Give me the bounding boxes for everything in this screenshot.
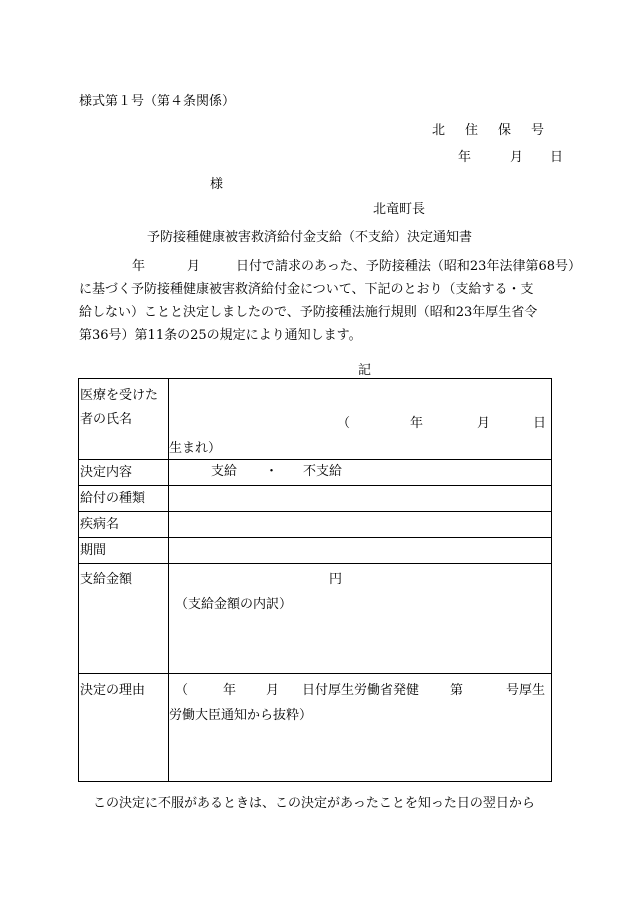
- issue-number-line: [432, 123, 544, 139]
- appeal-note: この決定に不服があるときは、この決定があったことを知った日の翌日から: [93, 796, 535, 811]
- name-value-cell[interactable]: [169, 379, 552, 460]
- reason-line2: 労働大臣通知から抜粋）: [169, 708, 313, 723]
- amount-unit: 円: [329, 572, 343, 587]
- name-label-cell: [79, 379, 169, 460]
- body-text: [79, 255, 581, 347]
- birth-year: 年: [410, 416, 424, 431]
- period-value-cell[interactable]: [169, 538, 552, 564]
- birth-open-paren: （: [337, 416, 351, 431]
- birth-day: 日: [533, 416, 547, 431]
- body-line1-rest: 日付で請求のあった、予防接種法（昭和23年法律第68号）: [236, 259, 581, 274]
- decision-separator: ・: [265, 464, 279, 479]
- amount-label: [79, 564, 169, 674]
- issue-number-char: 北: [432, 123, 446, 138]
- reason-label-text: 決定の理由: [80, 683, 146, 698]
- reason-month: 月: [266, 683, 280, 698]
- decision-label: 決定内容: [79, 460, 169, 486]
- decision-table: [78, 378, 552, 782]
- date-month: 月: [510, 150, 524, 165]
- disease-value-cell[interactable]: [169, 512, 552, 538]
- table-row: [79, 538, 552, 564]
- table-row: [79, 460, 552, 486]
- benefit-type-label: 給付の種類: [79, 486, 169, 512]
- reason-dai: 第: [450, 683, 464, 698]
- amount-value-cell[interactable]: [169, 564, 552, 674]
- table-row: [79, 512, 552, 538]
- amount-breakdown: （支給金額の内訳）: [175, 597, 293, 612]
- reason-year: 年: [223, 683, 237, 698]
- name-label-line1: 医療を受けた: [80, 388, 159, 403]
- body-line: [79, 255, 581, 278]
- disease-label: 疾病名: [79, 512, 169, 538]
- birth-month: 月: [477, 416, 491, 431]
- decision-nopay[interactable]: 不支給: [303, 464, 343, 479]
- sender-name: 北竜町長: [373, 202, 426, 217]
- name-label-line2: 者の氏名: [80, 412, 133, 427]
- ki-heading: 記: [358, 363, 372, 378]
- table-row: [79, 379, 552, 460]
- addressee-suffix: 様: [210, 177, 224, 192]
- decision-value-cell[interactable]: [169, 460, 552, 486]
- issue-date-line: [458, 150, 563, 166]
- table-row: [79, 674, 552, 782]
- issue-number-char: 住: [465, 123, 479, 138]
- date-year: 年: [458, 150, 472, 165]
- issue-number-char: 号: [531, 123, 545, 138]
- table-row: [79, 486, 552, 512]
- reason-open-paren: （: [175, 683, 189, 698]
- table-row: [79, 564, 552, 674]
- birth-close: 生まれ）: [169, 441, 222, 456]
- body-line: 給しない）ことと決定しましたので、予防接種法施行規則（昭和23年厚生省令: [79, 305, 538, 320]
- period-label: 期間: [79, 538, 169, 564]
- document-title: 予防接種健康被害救済給付金支給（不支給）決定通知書: [147, 230, 473, 245]
- decision-pay[interactable]: 支給: [211, 464, 238, 479]
- issue-number-char: 保: [498, 123, 512, 138]
- reason-mid: 日付厚生労働省発健: [302, 683, 420, 698]
- body-line: に基づく予防接種健康被害救済給付金について、下記のとおり（支給する・支: [79, 282, 534, 297]
- form-number: 様式第１号（第４条関係）: [79, 94, 236, 109]
- reason-value-cell[interactable]: [169, 674, 552, 782]
- body-line: 第36号）第11条の25の規定により通知します。: [79, 328, 362, 343]
- body-year: 年: [132, 259, 146, 274]
- reason-label: [79, 674, 169, 782]
- reason-go: 号厚生: [506, 683, 546, 698]
- body-month: 月: [187, 259, 201, 274]
- benefit-type-value-cell[interactable]: [169, 486, 552, 512]
- amount-label-text: 支給金額: [80, 572, 133, 587]
- date-day: 日: [550, 150, 564, 165]
